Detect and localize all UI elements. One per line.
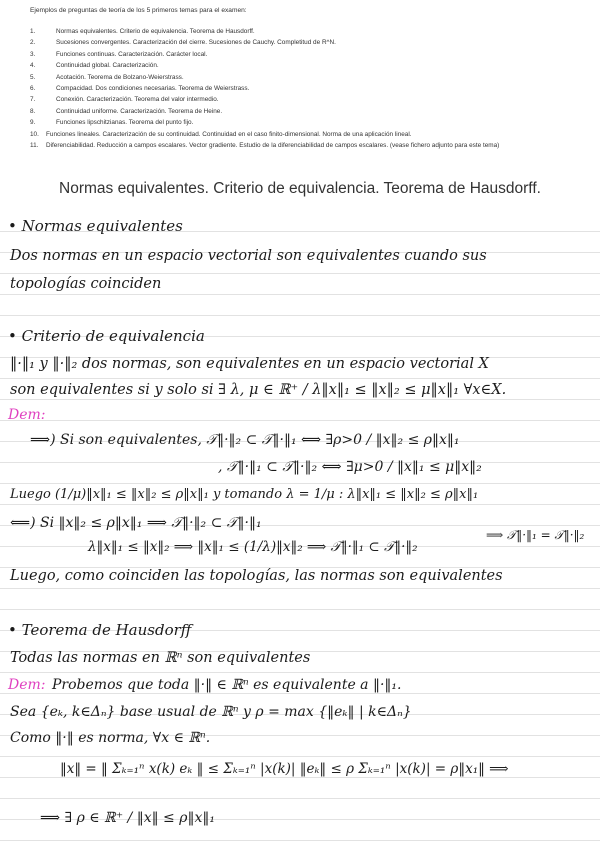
- topic-item: 8. Continuidad uniforme. Caracterización. Teorema de Heine.: [30, 107, 223, 115]
- heading-criterio-equivalencia: • Criterio de equivalencia: [8, 327, 205, 345]
- page-title: Normas equivalentes. Criterio de equivalencia. Teorema de Hausdorff.: [59, 180, 541, 197]
- note-line: Sea {eₖ, k∈Δₙ} base usual de ℝⁿ y ρ = max {‖eₖ‖ | k∈Δₙ}: [10, 704, 412, 720]
- note-line: topologías coinciden: [10, 276, 162, 292]
- dem-label: Dem:: [8, 407, 46, 423]
- topic-item: 11. Diferenciabilidad. Reducción a campos escalares. Vector gradiente. Estudio de la diferenciabilidad de campos escalares. (vease fichero adjunto para este tema): [30, 142, 500, 150]
- note-line: Probemos que toda ‖·‖ ∈ ℝⁿ es equivalente a ‖·‖₁.: [52, 677, 402, 693]
- topic-item: 3. Funciones continuas. Caracterización. Carácter local.: [30, 50, 208, 58]
- topic-item: 4. Continuidad global. Caracterización.: [30, 62, 159, 70]
- heading-teorema-hausdorff: • Teorema de Hausdorff: [8, 621, 192, 639]
- note-line: ⟹ 𝒯‖·‖₁ = 𝒯‖·‖₂: [486, 528, 585, 542]
- topic-item: 9. Funciones lipschitzianas. Teorema del punto fijo.: [30, 119, 194, 127]
- intro-text: Ejemplos de preguntas de teoría de los 5 primeros temas para el examen:: [30, 7, 247, 14]
- topic-item: 1. Normas equivalentes. Criterio de equivalencia. Teorema de Hausdorff.: [30, 28, 255, 35]
- note-line: Dos normas en un espacio vectorial son equivalentes cuando sus: [10, 248, 487, 264]
- note-line: Todas las normas en ℝⁿ son equivalentes: [10, 650, 311, 666]
- topic-item: 7. Conexión. Caracterización. Teorema del valor intermedio.: [30, 96, 219, 104]
- topic-item: 6. Compacidad. Dos condiciones necesarias. Teorema de Weierstrass.: [30, 85, 250, 93]
- exam-topics-header: [30, 7, 590, 151]
- topic-list: [30, 26, 590, 151]
- note-line: Luego (1/μ)‖x‖₁ ≤ ‖x‖₂ ≤ ρ‖x‖₁ y tomando λ = 1/μ : λ‖x‖₁ ≤ ‖x‖₂ ≤ ρ‖x‖₁: [10, 487, 479, 502]
- note-line: ⟹ ∃ ρ ∈ ℝ⁺ / ‖x‖ ≤ ρ‖x‖₁: [40, 810, 215, 826]
- note-line: ⟹) Si son equivalentes, 𝒯‖·‖₂ ⊂ 𝒯‖·‖₁ ⟺ ∃ρ>0 / ‖x‖₂ ≤ ρ‖x‖₁: [30, 432, 460, 448]
- topic-item: 2. Sucesiones convergentes. Caracterización del cierre. Sucesiones de Cauchy. Completitud de R^N.: [30, 39, 336, 47]
- note-line: λ‖x‖₁ ≤ ‖x‖₂ ⟹ ‖x‖₁ ≤ (1/λ)‖x‖₂ ⟹ 𝒯‖·‖₁ ⊂ 𝒯‖·‖₂: [88, 539, 418, 555]
- topic-item: 10. Funciones lineales. Caracterización de su continuidad. Continuidad en el caso finito-dimensional. Norma de una aplicación lineal.: [30, 130, 412, 138]
- topic-item: 5. Acotación. Teorema de Bolzano-Weierstrass.: [30, 73, 184, 81]
- note-line: son equivalentes si y solo si ∃ λ, μ ∈ ℝ⁺ / λ‖x‖₁ ≤ ‖x‖₂ ≤ μ‖x‖₁ ∀x∈X.: [10, 382, 507, 398]
- note-line: Luego, como coinciden las topologías, las normas son equivalentes: [10, 568, 503, 584]
- note-line: ⟸) Si ‖x‖₂ ≤ ρ‖x‖₁ ⟹ 𝒯‖·‖₂ ⊂ 𝒯‖·‖₁: [10, 515, 262, 531]
- note-line: , 𝒯‖·‖₁ ⊂ 𝒯‖·‖₂ ⟺ ∃μ>0 / ‖x‖₁ ≤ μ‖x‖₂: [218, 459, 482, 475]
- note-line: ‖x‖ = ‖ Σₖ₌₁ⁿ x(k) eₖ ‖ ≤ Σₖ₌₁ⁿ |x(k)| ‖eₖ‖ ≤ ρ Σₖ₌₁ⁿ |x(k)| = ρ‖x₁‖ ⟹: [60, 761, 509, 777]
- note-line: ‖·‖₁ y ‖·‖₂ dos normas, son equivalentes en un espacio vectorial X: [10, 356, 489, 372]
- note-line: Como ‖·‖ es norma, ∀x ∈ ℝⁿ.: [10, 730, 211, 746]
- heading-normas-equivalentes: • Normas equivalentes: [8, 217, 183, 235]
- dem-label: Dem:: [8, 677, 46, 693]
- handwritten-notes: [0, 211, 600, 848]
